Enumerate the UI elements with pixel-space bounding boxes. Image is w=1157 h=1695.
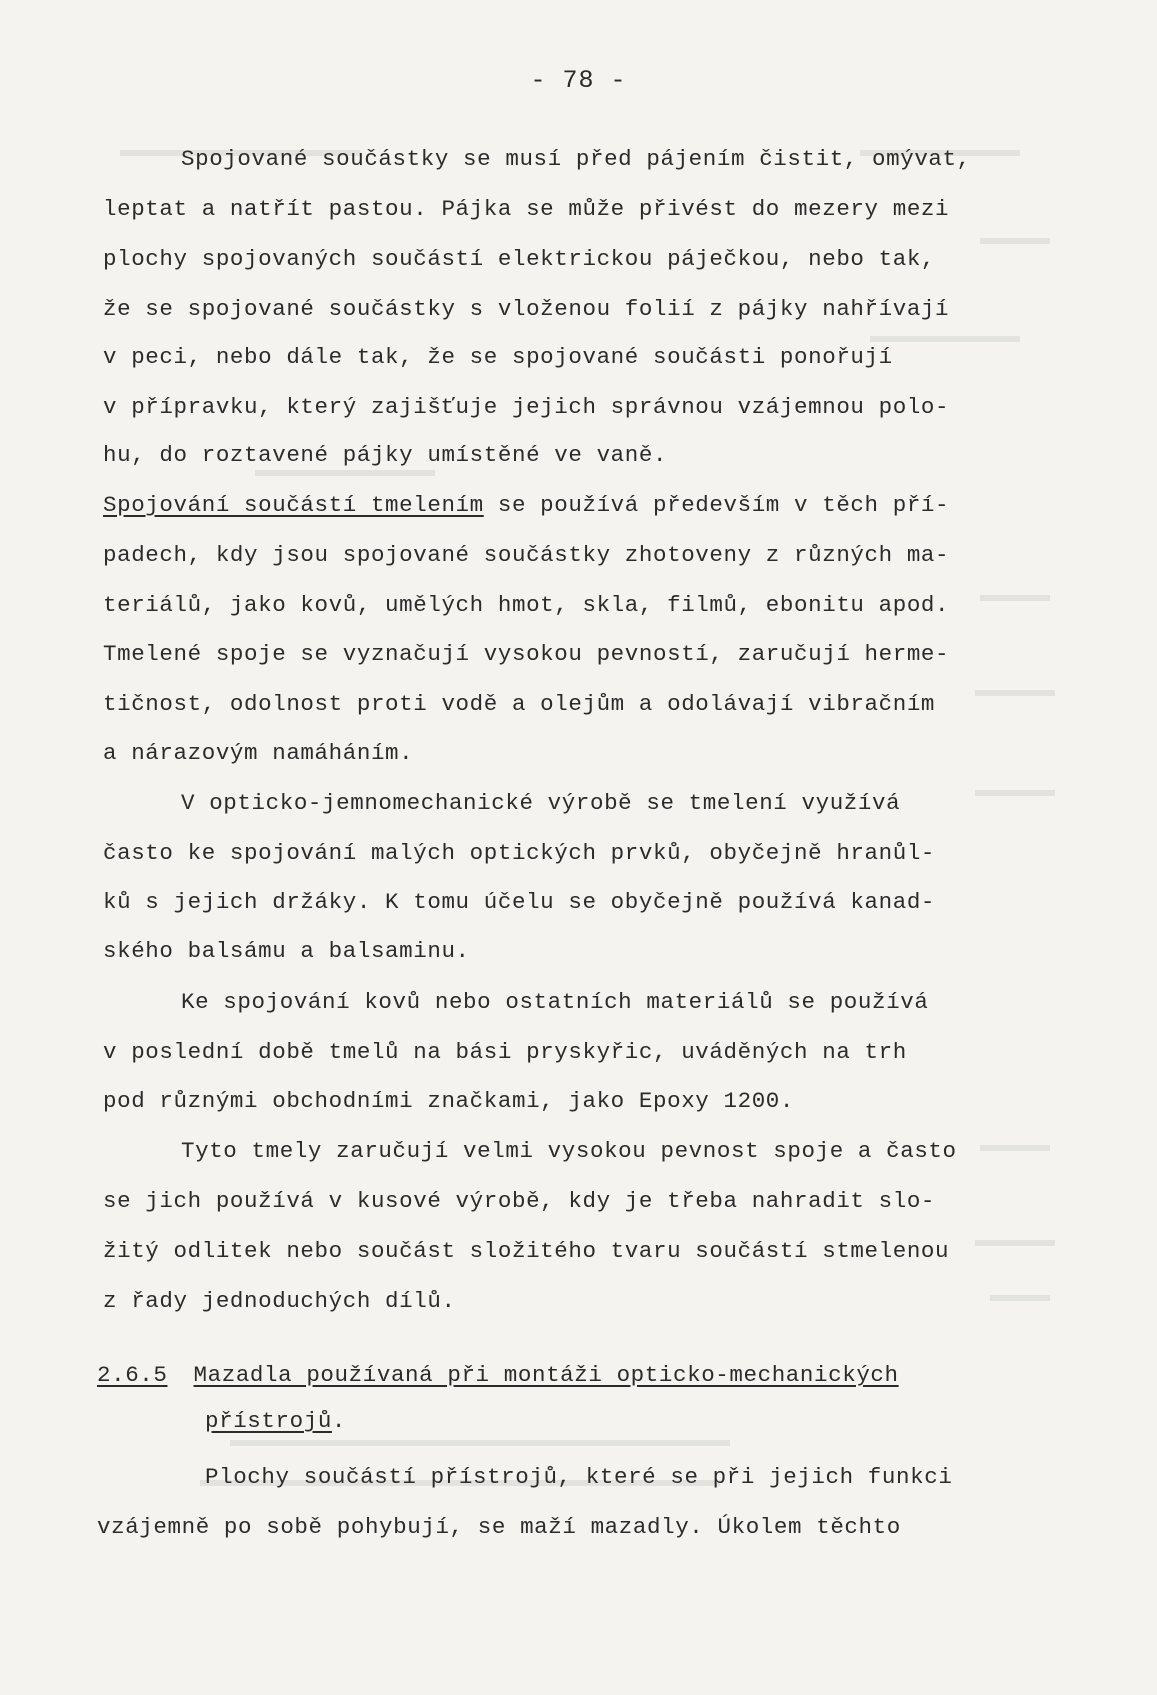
text-line: se jich používá v kusové výrobě, kdy je třeba nahradit slo- <box>103 1188 936 1214</box>
underlined-term: Spojování součástí tmelením <box>103 492 484 518</box>
text-line: teriálů, jako kovů, umělých hmot, skla, filmů, ebonitu apod. <box>103 592 950 618</box>
section-heading <box>97 1364 899 1387</box>
text-line: tičnost, odolnost proti vodě a olejům a odolávají vibračním <box>103 691 936 717</box>
page-number: - 78 - <box>530 66 627 95</box>
text-line: Ke spojování kovů nebo ostatních materiálů se používá <box>181 989 929 1015</box>
section-title-end: . <box>331 1408 347 1434</box>
text-line: ského balsámu a balsaminu. <box>103 938 470 964</box>
text-line: padech, kdy jsou spojované součástky zhotoveny z různých ma- <box>103 542 950 568</box>
text-line: pod různými obchodními značkami, jako Epoxy 1200. <box>103 1088 795 1114</box>
section-title-continued: přístrojů <box>205 1408 332 1434</box>
text-line: Tyto tmely zaručují velmi vysokou pevnost spoje a často <box>181 1138 957 1164</box>
section-heading-continued <box>205 1410 346 1433</box>
text-line: žitý odlitek nebo součást složitého tvaru součástí stmelenou <box>103 1238 950 1264</box>
text-line: leptat a natřít pastou. Pájka se může přivést do mezery mezi <box>103 196 950 222</box>
text-line: často ke spojování malých optických prvků, obyčejně hranůl- <box>103 840 936 866</box>
text-span: se používá především v těch pří- <box>483 492 950 518</box>
text-line: ků s jejich držáky. K tomu účelu se obyčejně používá kanad- <box>103 889 936 915</box>
text-line: Tmelené spoje se vyznačují vysokou pevností, zaručují herme- <box>103 641 950 667</box>
text-line: V opticko-jemnomechanické výrobě se tmelení využívá <box>181 790 901 816</box>
text-line: že se spojované součástky s vloženou folií z pájky nahřívají <box>103 296 950 322</box>
text-line: plochy spojovaných součástí elektrickou páječkou, nebo tak, <box>103 246 936 272</box>
text-line: z řady jednoduchých dílů. <box>103 1288 456 1314</box>
text-line: v přípravku, který zajišťuje jejich správnou vzájemnou polo- <box>103 394 950 420</box>
text-line: Plochy součástí přístrojů, které se při jejich funkci <box>205 1464 953 1490</box>
text-line: v peci, nebo dále tak, že se spojované součásti ponořují <box>103 344 893 370</box>
text-line: a nárazovým namáháním. <box>103 740 414 766</box>
text-line: hu, do roztavené pájky umístěné ve vaně. <box>103 442 668 468</box>
text-line: vzájemně po sobě pohybují, se maží mazadly. Úkolem těchto <box>97 1514 901 1540</box>
text-line: v poslední době tmelů na bási pryskyřic, uváděných na trh <box>103 1039 907 1065</box>
text-line <box>103 494 949 517</box>
text-line: Spojované součástky se musí před pájením čistit, omývat, <box>181 146 971 172</box>
section-number: 2.6.5 <box>97 1362 168 1388</box>
section-title: Mazadla používaná při montáži opticko-mechanických <box>193 1362 899 1388</box>
